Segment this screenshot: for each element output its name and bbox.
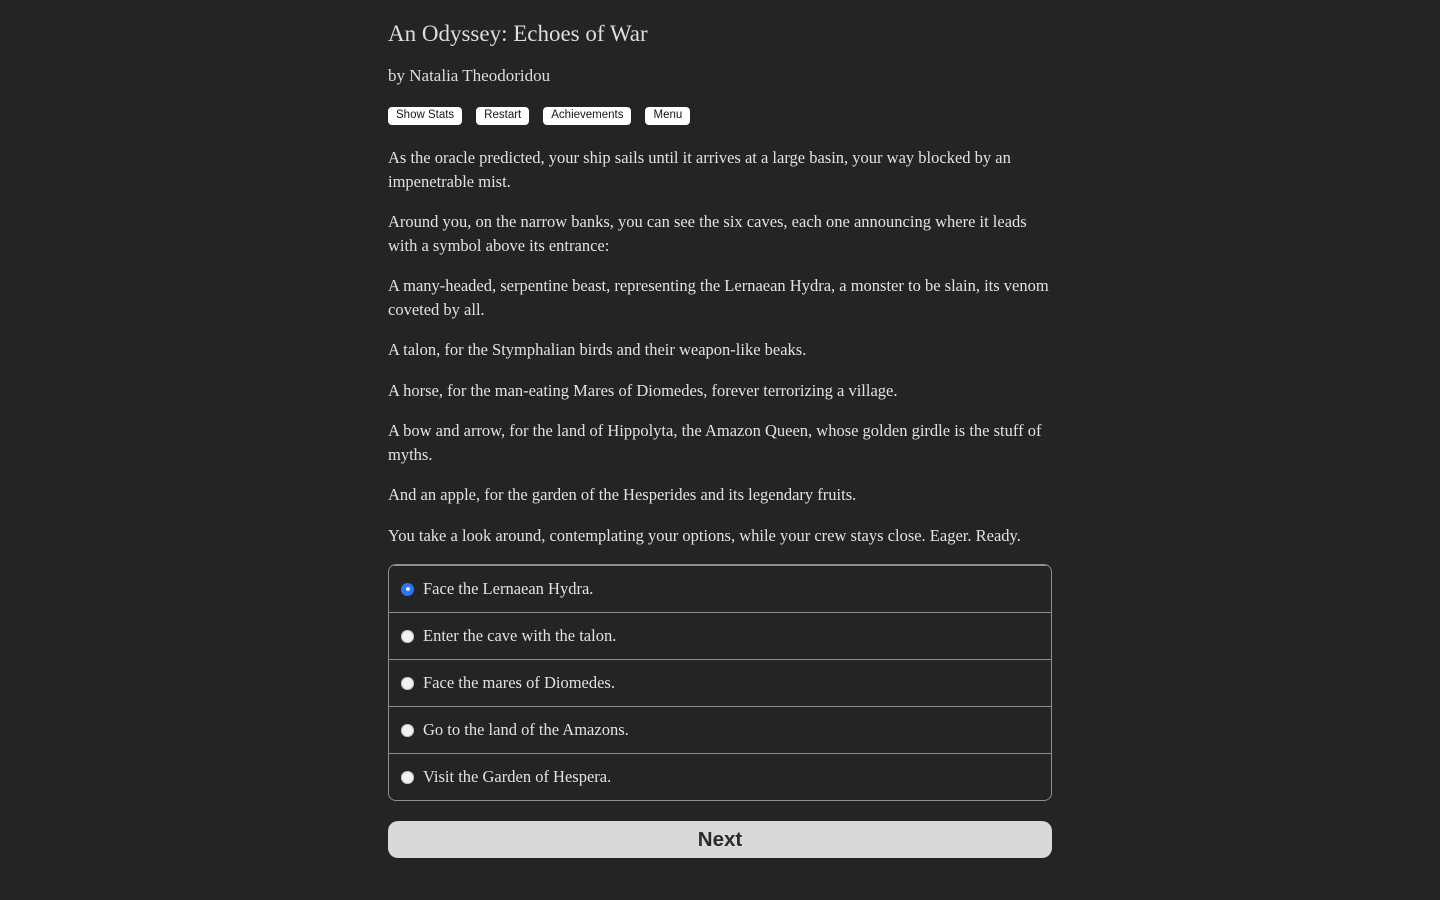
story-paragraph: A bow and arrow, for the land of Hippolyta, the Amazon Queen, whose golden girdle is the stuff of myths.	[388, 421, 1042, 464]
choice-option[interactable]	[389, 753, 1051, 800]
story-paragraph: And an apple, for the garden of the Hesperides and its legendary fruits.	[388, 485, 857, 504]
game-page	[388, 0, 1052, 882]
toolbar-button[interactable]: Menu	[645, 107, 690, 125]
toolbar	[388, 107, 1052, 125]
choice-option[interactable]	[389, 659, 1051, 706]
radio-button-icon[interactable]	[401, 583, 414, 596]
story-paragraph: You take a look around, contemplating your options, while your crew stays close. Eager. Ready.	[388, 525, 1021, 545]
toolbar-button[interactable]: Restart	[476, 107, 529, 125]
radio-button-icon[interactable]	[401, 724, 414, 737]
choice-label: Face the Lernaean Hydra.	[423, 579, 594, 598]
radio-button-icon[interactable]	[401, 771, 414, 784]
toolbar-button[interactable]: Show Stats	[388, 107, 462, 125]
story-paragraph: A many-headed, serpentine beast, representing the Lernaean Hydra, a monster to be slain, its venom coveted by all.	[388, 276, 1049, 319]
choice-option[interactable]	[389, 565, 1051, 612]
story-paragraph: A horse, for the man-eating Mares of Diomedes, forever terrorizing a village.	[388, 380, 898, 400]
toolbar-button[interactable]: Achievements	[543, 107, 631, 125]
choice-label: Face the mares of Diomedes.	[423, 673, 615, 692]
byline: by Natalia Theodoridou	[388, 66, 551, 85]
choice-option[interactable]	[389, 706, 1051, 753]
story-paragraph: A talon, for the Stymphalian birds and their weapon-like beaks.	[388, 340, 807, 359]
page-title: An Odyssey: Echoes of War	[388, 21, 648, 46]
radio-button-icon[interactable]	[401, 630, 414, 643]
radio-button-icon[interactable]	[401, 677, 414, 690]
story-text	[388, 146, 1052, 547]
choice-label: Visit the Garden of Hespera.	[423, 767, 612, 786]
choice-label: Go to the land of the Amazons.	[423, 720, 629, 739]
story-paragraph: As the oracle predicted, your ship sails until it arrives at a large basin, your way blocked by an impenetrable mist.	[388, 148, 1011, 191]
choice-list	[388, 564, 1052, 801]
next-button[interactable]: Next	[388, 821, 1052, 858]
choice-option[interactable]	[389, 612, 1051, 659]
choice-label: Enter the cave with the talon.	[423, 626, 617, 645]
story-paragraph: Around you, on the narrow banks, you can see the six caves, each one announcing where it leads with a symbol above its entrance:	[388, 212, 1027, 255]
